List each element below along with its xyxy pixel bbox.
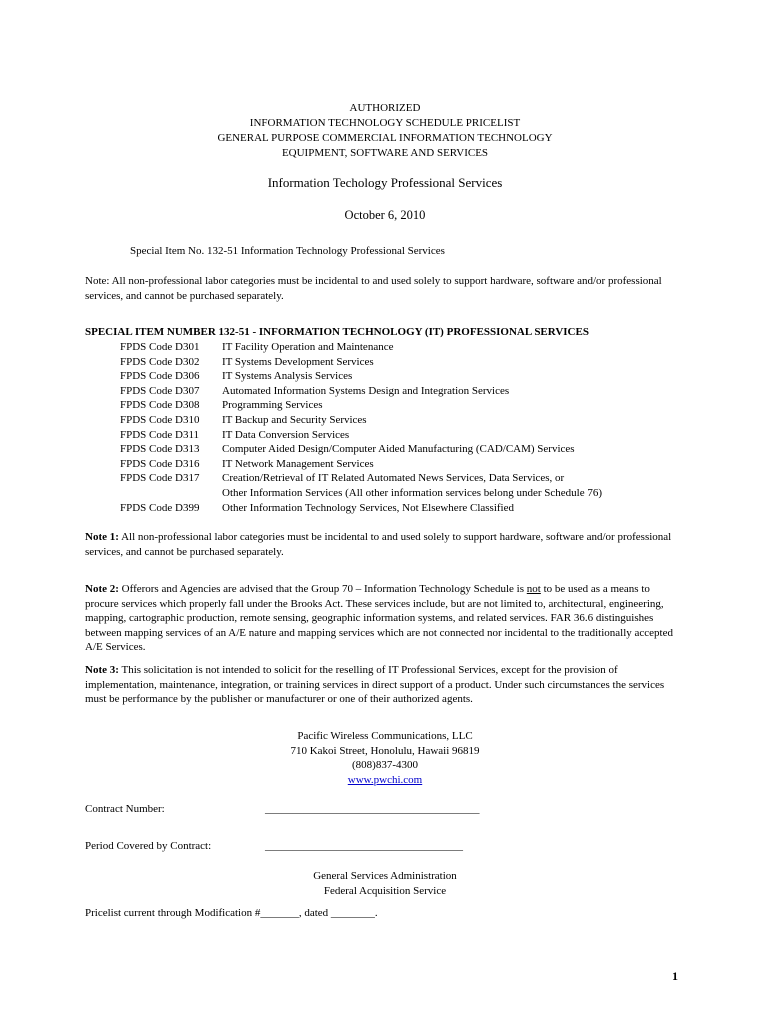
special-item-line: Special Item No. 132-51 Information Technology Professional Services xyxy=(130,245,445,257)
fpds-desc: Other Information Services (All other information services belong under Schedule 76) xyxy=(222,486,602,499)
fpds-code: FPDS Code D313 xyxy=(120,443,200,456)
document-subtitle: Information Techology Professional Services xyxy=(267,175,503,190)
note-3-text: This solicitation is not intended to solicit for the reselling of IT Professional Services, except for the provision of implementation, maintenance, integration, or training services in direct support of a product. Under such circumstances the services must be performance by the publisher or manufacturer or one of their authorized agents. xyxy=(85,664,665,706)
fpds-desc: IT Network Management Services xyxy=(222,457,374,470)
header-line-authorized: AUTHORIZED xyxy=(349,102,421,114)
fpds-row-d310 xyxy=(120,413,700,428)
fpds-desc: IT Data Conversion Services xyxy=(222,428,350,441)
company-address: 710 Kakoi Street, Honolulu, Hawaii 96819 xyxy=(290,744,480,757)
document-date: October 6, 2010 xyxy=(344,208,426,222)
gsa-block xyxy=(0,869,770,898)
fpds-code-list xyxy=(120,340,700,515)
page-number: 1 xyxy=(672,969,678,983)
fpds-desc: IT Facility Operation and Maintenance xyxy=(222,341,394,353)
fpds-desc: IT Systems Analysis Services xyxy=(222,370,353,383)
fpds-row-d306 xyxy=(120,369,700,384)
header-line-schedule: INFORMATION TECHNOLOGY SCHEDULE PRICELIST xyxy=(249,117,521,129)
pricelist-current: Pricelist current through Modification #_______, dated ________. xyxy=(85,907,378,919)
fpds-code: FPDS Code D399 xyxy=(120,501,200,514)
note-1 xyxy=(85,530,675,559)
company-name: Pacific Wireless Communications, LLC xyxy=(297,730,473,742)
fpds-row-d308 xyxy=(120,398,700,413)
fpds-desc: Programming Services xyxy=(222,399,323,412)
fpds-row-d399 xyxy=(120,501,700,516)
period-covered-label: Period Covered by Contract: xyxy=(85,840,212,852)
header-line-general-purpose: GENERAL PURPOSE COMMERCIAL INFORMATION TECHNOLOGY xyxy=(217,132,553,144)
fpds-row-d317 xyxy=(120,471,700,486)
note-1-label: Note 1: xyxy=(85,531,119,543)
note-2-text-before: Offerors and Agencies are advised that the Group 70 – Information Technology Schedule is xyxy=(121,583,527,595)
note-top: Note: All non-professional labor categories must be incidental to and used solely to support hardware, software and/or professional services, and cannot be purchased separately. xyxy=(85,275,662,302)
fpds-code: FPDS Code D311 xyxy=(120,428,200,441)
fpds-code: FPDS Code D317 xyxy=(120,472,200,485)
fpds-row-d313 xyxy=(120,442,700,457)
company-block xyxy=(0,729,770,787)
note-2-label: Note 2: xyxy=(85,583,119,595)
period-covered-blank: ____________________________________ xyxy=(265,840,463,852)
note-1-text: All non-professional labor categories must be incidental to and used solely to support hardware, software and/or professional services, and cannot be purchased separately. xyxy=(85,531,672,558)
fpds-code: FPDS Code D308 xyxy=(120,399,200,412)
document-header xyxy=(0,101,770,161)
fpds-desc: Computer Aided Design/Computer Aided Manufacturing (CAD/CAM) Services xyxy=(222,443,575,456)
fpds-row-d301 xyxy=(120,340,700,355)
fpds-row-d307 xyxy=(120,384,700,399)
fpds-desc: Other Information Technology Services, Not Elsewhere Classified xyxy=(222,501,514,514)
note-3 xyxy=(85,663,675,707)
header-line-equipment: EQUIPMENT, SOFTWARE AND SERVICES xyxy=(281,147,489,159)
fpds-code: FPDS Code D316 xyxy=(120,457,200,470)
gsa-line-1: General Services Administration xyxy=(313,870,457,882)
fpds-row-d316 xyxy=(120,457,700,472)
fpds-code: FPDS Code D301 xyxy=(120,341,200,353)
sin-heading: SPECIAL ITEM NUMBER 132-51 - INFORMATION TECHNOLOGY (IT) PROFESSIONAL SERVICES xyxy=(85,326,589,338)
note-2-emphasis: not xyxy=(526,583,541,595)
fpds-code: FPDS Code D306 xyxy=(120,370,200,383)
contract-number-label: Contract Number: xyxy=(85,803,165,815)
fpds-code: FPDS Code D307 xyxy=(120,384,200,397)
company-website-link[interactable]: www.pwchi.com xyxy=(347,773,423,786)
fpds-code xyxy=(120,486,222,501)
note-3-label: Note 3: xyxy=(85,664,119,676)
fpds-desc: Automated Information Systems Design and Integration Services xyxy=(222,384,510,397)
gsa-line-2: Federal Acquisition Service xyxy=(323,884,447,897)
fpds-desc: IT Backup and Security Services xyxy=(222,413,367,426)
contract-number-blank: _______________________________________ xyxy=(265,803,480,815)
fpds-desc: Creation/Retrieval of IT Related Automated News Services, Data Services, or xyxy=(222,472,565,485)
note-2-text-after: to be used as a means to procure services which properly fall under the Brooks Act. These services include, but are not limited to, architectural, engineering, mapping, cartographic production, remote sensing, geographic information systems, and related services. FAR 36.6 distinguishes between mapping services of an A/E nature and mapping services which are not connected nor incidental to the traditionally accepted A/E Services. xyxy=(85,583,673,654)
fpds-code: FPDS Code D302 xyxy=(120,355,200,368)
fpds-row-d302 xyxy=(120,355,700,370)
note-2 xyxy=(85,582,675,655)
fpds-row-d311 xyxy=(120,428,700,443)
fpds-row-d317-continued xyxy=(120,486,700,501)
fpds-code: FPDS Code D310 xyxy=(120,413,200,426)
fpds-desc: IT Systems Development Services xyxy=(222,355,374,368)
company-phone: (808)837-4300 xyxy=(352,759,418,772)
